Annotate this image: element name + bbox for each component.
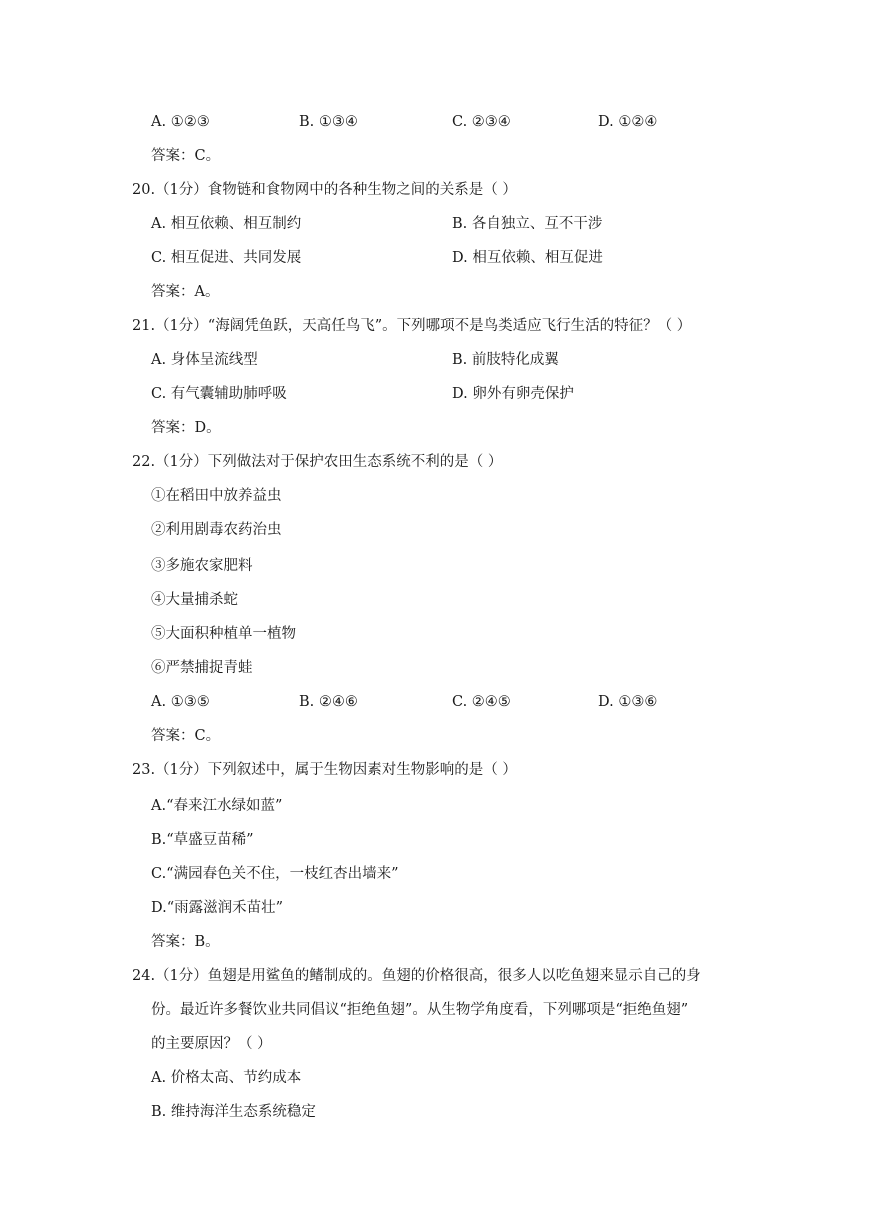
list-item: ②利用剧毒农药治虫 — [151, 522, 282, 538]
answer-line: 答案：C。 — [151, 148, 221, 164]
list-item: B. 维持海洋生态系统稳定 — [151, 1104, 316, 1120]
question-stem: 24.（1分）鱼翅是用鲨鱼的鳍制成的。鱼翅的价格很高，很多人以吃鱼翅来显示自己的身 — [132, 968, 701, 984]
list-item: A.“春来江水绿如蓝” — [151, 798, 283, 814]
answer-option: A. 相互依赖、相互制约 — [151, 216, 302, 232]
list-item: ③多施农家肥料 — [151, 558, 253, 574]
list-item: C.“满园春色关不住，一枝红杏出墙来” — [151, 866, 399, 882]
answer-option: C. 有气囊辅助肺呼吸 — [151, 386, 287, 402]
list-item: D.“雨露滋润禾苗壮” — [151, 900, 284, 916]
answer-option: B. ②④⑥ — [299, 694, 358, 710]
answer-option: B. 各自独立、互不干涉 — [452, 216, 603, 232]
answer-line: 答案：C。 — [151, 728, 221, 744]
answer-option: B. ①③④ — [299, 114, 358, 130]
answer-option: A. ①②③ — [151, 114, 210, 130]
answer-option: C. 相互促进、共同发展 — [151, 250, 302, 266]
answer-option: D. 卵外有卵壳保护 — [452, 386, 574, 402]
question-stem: 22.（1分）下列做法对于保护农田生态系统不利的是（ ） — [132, 454, 503, 470]
question-stem: 20.（1分）食物链和食物网中的各种生物之间的关系是（ ） — [132, 182, 517, 198]
answer-option: B. 前肢特化成翼 — [452, 352, 559, 368]
question-stem: 23.（1分）下列叙述中，属于生物因素对生物影响的是（ ） — [132, 762, 517, 778]
answer-option: A. ①③⑤ — [151, 694, 210, 710]
answer-line: 答案：A。 — [151, 284, 220, 300]
answer-option: C. ②③④ — [452, 114, 511, 130]
question-continuation: 份。最近许多餐饮业共同倡议“拒绝鱼翅”。从生物学角度看，下列哪项是“拒绝鱼翅” — [151, 1002, 689, 1018]
list-item: B.“草盛豆苗稀” — [151, 832, 254, 848]
answer-line: 答案：B。 — [151, 934, 220, 950]
list-item: ⑥严禁捕捉青蛙 — [151, 660, 253, 676]
answer-option: C. ②④⑤ — [452, 694, 511, 710]
list-item: A. 价格太高、节约成本 — [151, 1070, 302, 1086]
list-item: ①在稻田中放养益虫 — [151, 488, 282, 504]
answer-option: D. 相互依赖、相互促进 — [452, 250, 603, 266]
answer-line: 答案：D。 — [151, 420, 221, 436]
answer-option: D. ①②④ — [598, 114, 658, 130]
question-stem: 21.（1分）“海阔凭鱼跃，天高任鸟飞”。下列哪项不是鸟类适应飞行生活的特征？（ ） — [132, 318, 692, 334]
list-item: ④大量捕杀蛇 — [151, 592, 238, 608]
answer-option: A. 身体呈流线型 — [151, 352, 258, 368]
question-continuation: 的主要原因？（ ） — [151, 1036, 272, 1052]
list-item: ⑤大面积种植单一植物 — [151, 626, 296, 642]
answer-option: D. ①③⑥ — [598, 694, 658, 710]
